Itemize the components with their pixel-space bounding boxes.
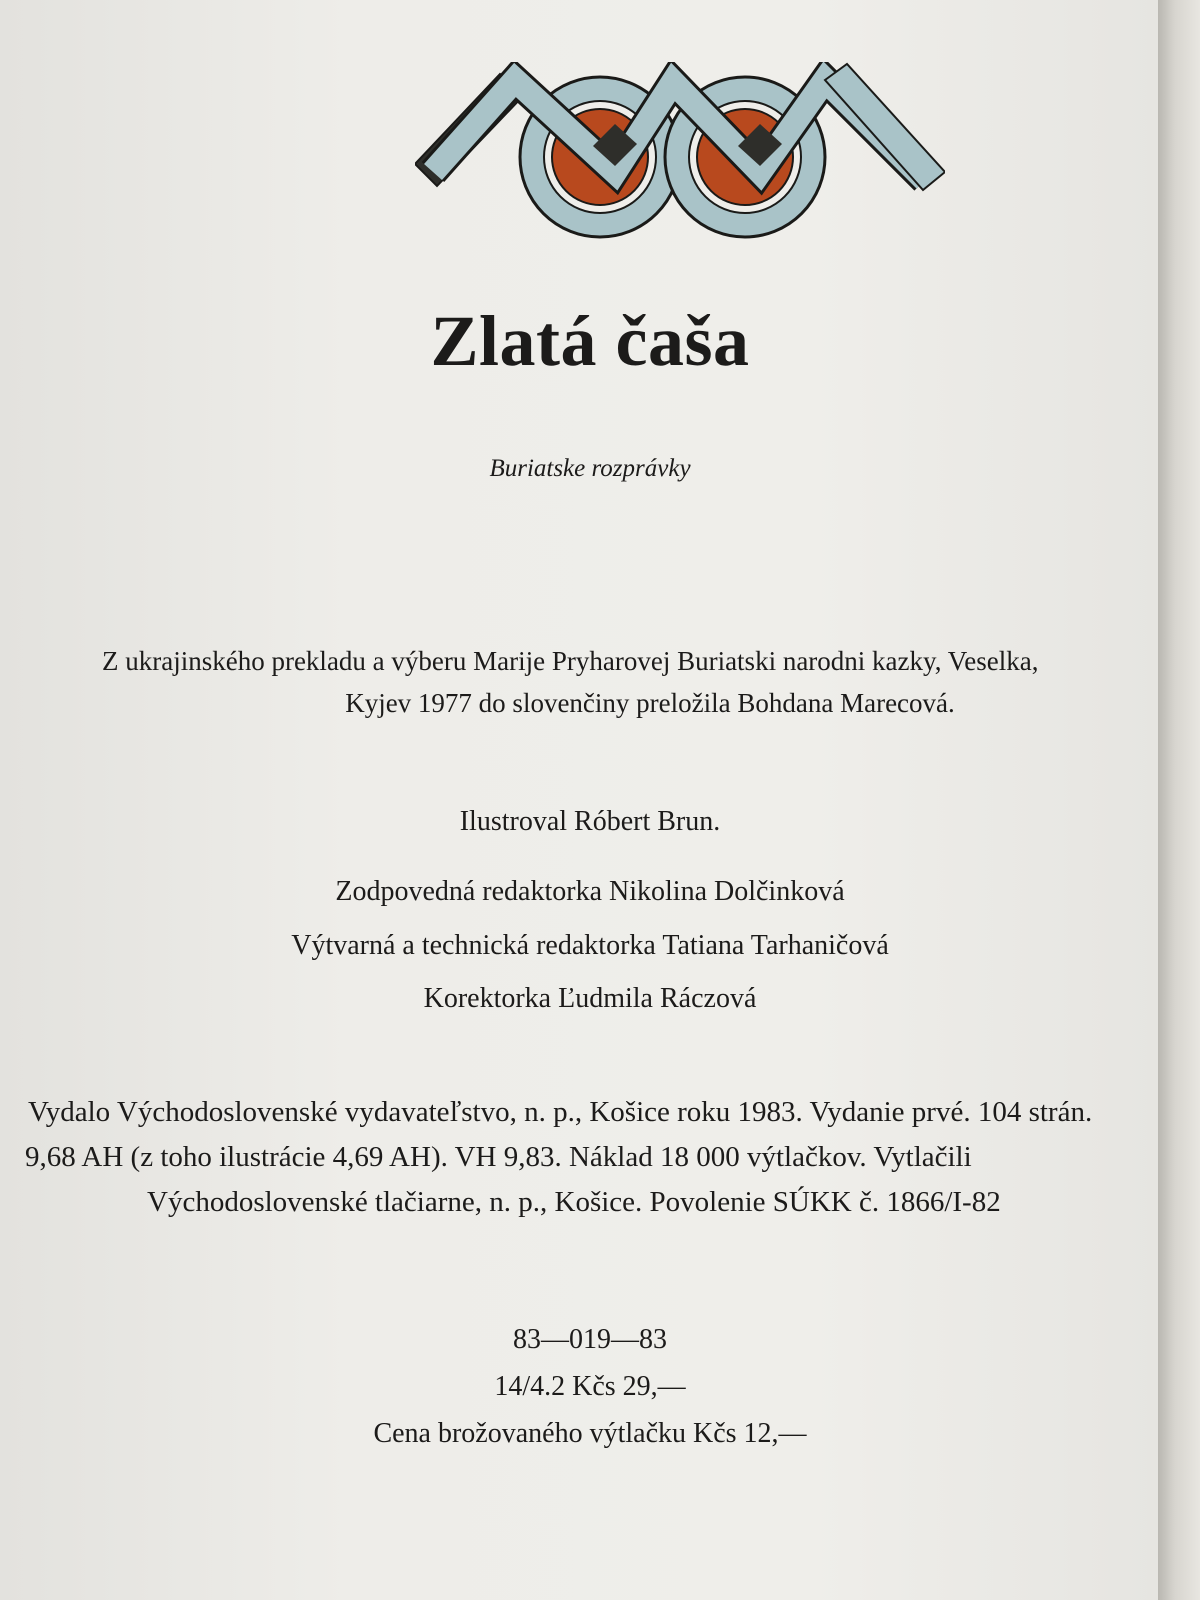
catalog-number: 83—019—83 (513, 1324, 667, 1355)
illustrator-credit: Ilustroval Róbert Brun. (459, 806, 721, 837)
proofreader-credit: Korektorka Ľudmila Ráczová (423, 983, 757, 1014)
interlaced-rings-ornament-icon (415, 62, 945, 242)
book-subtitle: Buriatske rozprávky (489, 455, 691, 482)
publication-info-line-3: Východoslovenské tlačiarne, n. p., Košice. Povolenie SÚKK č. 1866/I-82 (147, 1186, 1001, 1218)
publication-info-line-1: Vydalo Východoslovenské vydavateľstvo, n. p., Košice roku 1983. Vydanie prvé. 104 strán. (28, 1096, 1093, 1128)
publication-info-line-2: 9,68 AH (z toho ilustrácie 4,69 AH). VH 9,83. Náklad 18 000 výtlačkov. Vytlačili (25, 1141, 972, 1173)
paperback-price: Cena brožovaného výtlačku Kčs 12,— (373, 1418, 807, 1449)
price-code: 14/4.2 Kčs 29,— (494, 1371, 686, 1402)
book-gutter (1158, 0, 1200, 1600)
translation-credit-line-2: Kyjev 1977 do slovenčiny preložila Bohdana Marecová. (345, 688, 955, 718)
translation-credit-line-1: Z ukrajinského prekladu a výberu Marije Pryharovej Buriatski narodni kazky, Veselka, (102, 646, 1039, 676)
editor-credit: Zodpovedná redaktorka Nikolina Dolčinková (335, 876, 845, 907)
technical-editor-credit: Výtvarná a technická redaktorka Tatiana Tarhaničová (291, 930, 889, 961)
book-title: Zlatá čaša (430, 301, 750, 381)
